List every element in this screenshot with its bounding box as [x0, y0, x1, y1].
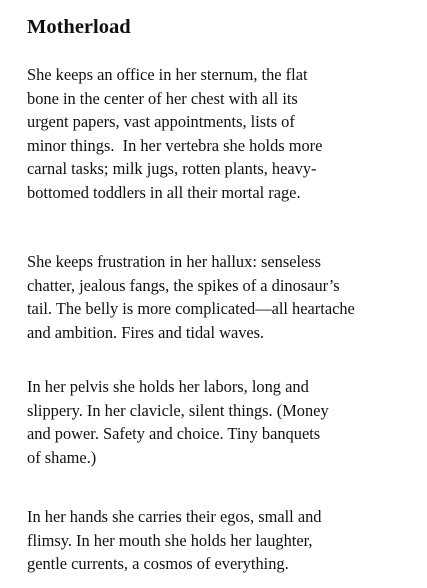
stanza-4	[27, 505, 321, 576]
stanza-line: tail. The belly is more complicated—all heartache	[27, 299, 355, 319]
stanza-line: She keeps frustration in her hallux: senseless	[27, 252, 322, 271]
stanza-line: of shame.)	[27, 447, 97, 467]
stanza-line: slippery. In her clavicle, silent things. (Money	[27, 400, 329, 420]
stanza-line: bone in the center of her chest with all its	[27, 88, 298, 108]
stanza-line: minor things. In her vertebra she holds more	[27, 135, 323, 155]
stanza-2	[27, 250, 355, 344]
stanza-line: She keeps an office in her sternum, the flat	[27, 65, 308, 84]
stanza-line: urgent papers, vast appointments, lists of	[27, 112, 295, 132]
stanza-line: carnal tasks; milk jugs, rotten plants, heavy-	[27, 159, 317, 179]
stanza-line: flimsy. In her mouth she holds her laughter,	[27, 530, 313, 550]
stanza-line: chatter, jealous fangs, the spikes of a dinosaur’s	[27, 275, 340, 295]
stanza-line: gentle currents, a cosmos of everything.	[27, 554, 289, 574]
poem-title: Motherload	[27, 16, 131, 38]
stanza-3	[27, 375, 329, 469]
stanza-1	[27, 63, 322, 205]
stanza-line: In her hands she carries their egos, small and	[27, 507, 322, 526]
stanza-line: In her pelvis she holds her labors, long and	[27, 377, 309, 396]
stanza-line: and power. Safety and choice. Tiny banquets	[27, 424, 321, 444]
stanza-line: and ambition. Fires and tidal waves.	[27, 322, 265, 342]
stanza-line: bottomed toddlers in all their mortal rage.	[27, 182, 301, 202]
